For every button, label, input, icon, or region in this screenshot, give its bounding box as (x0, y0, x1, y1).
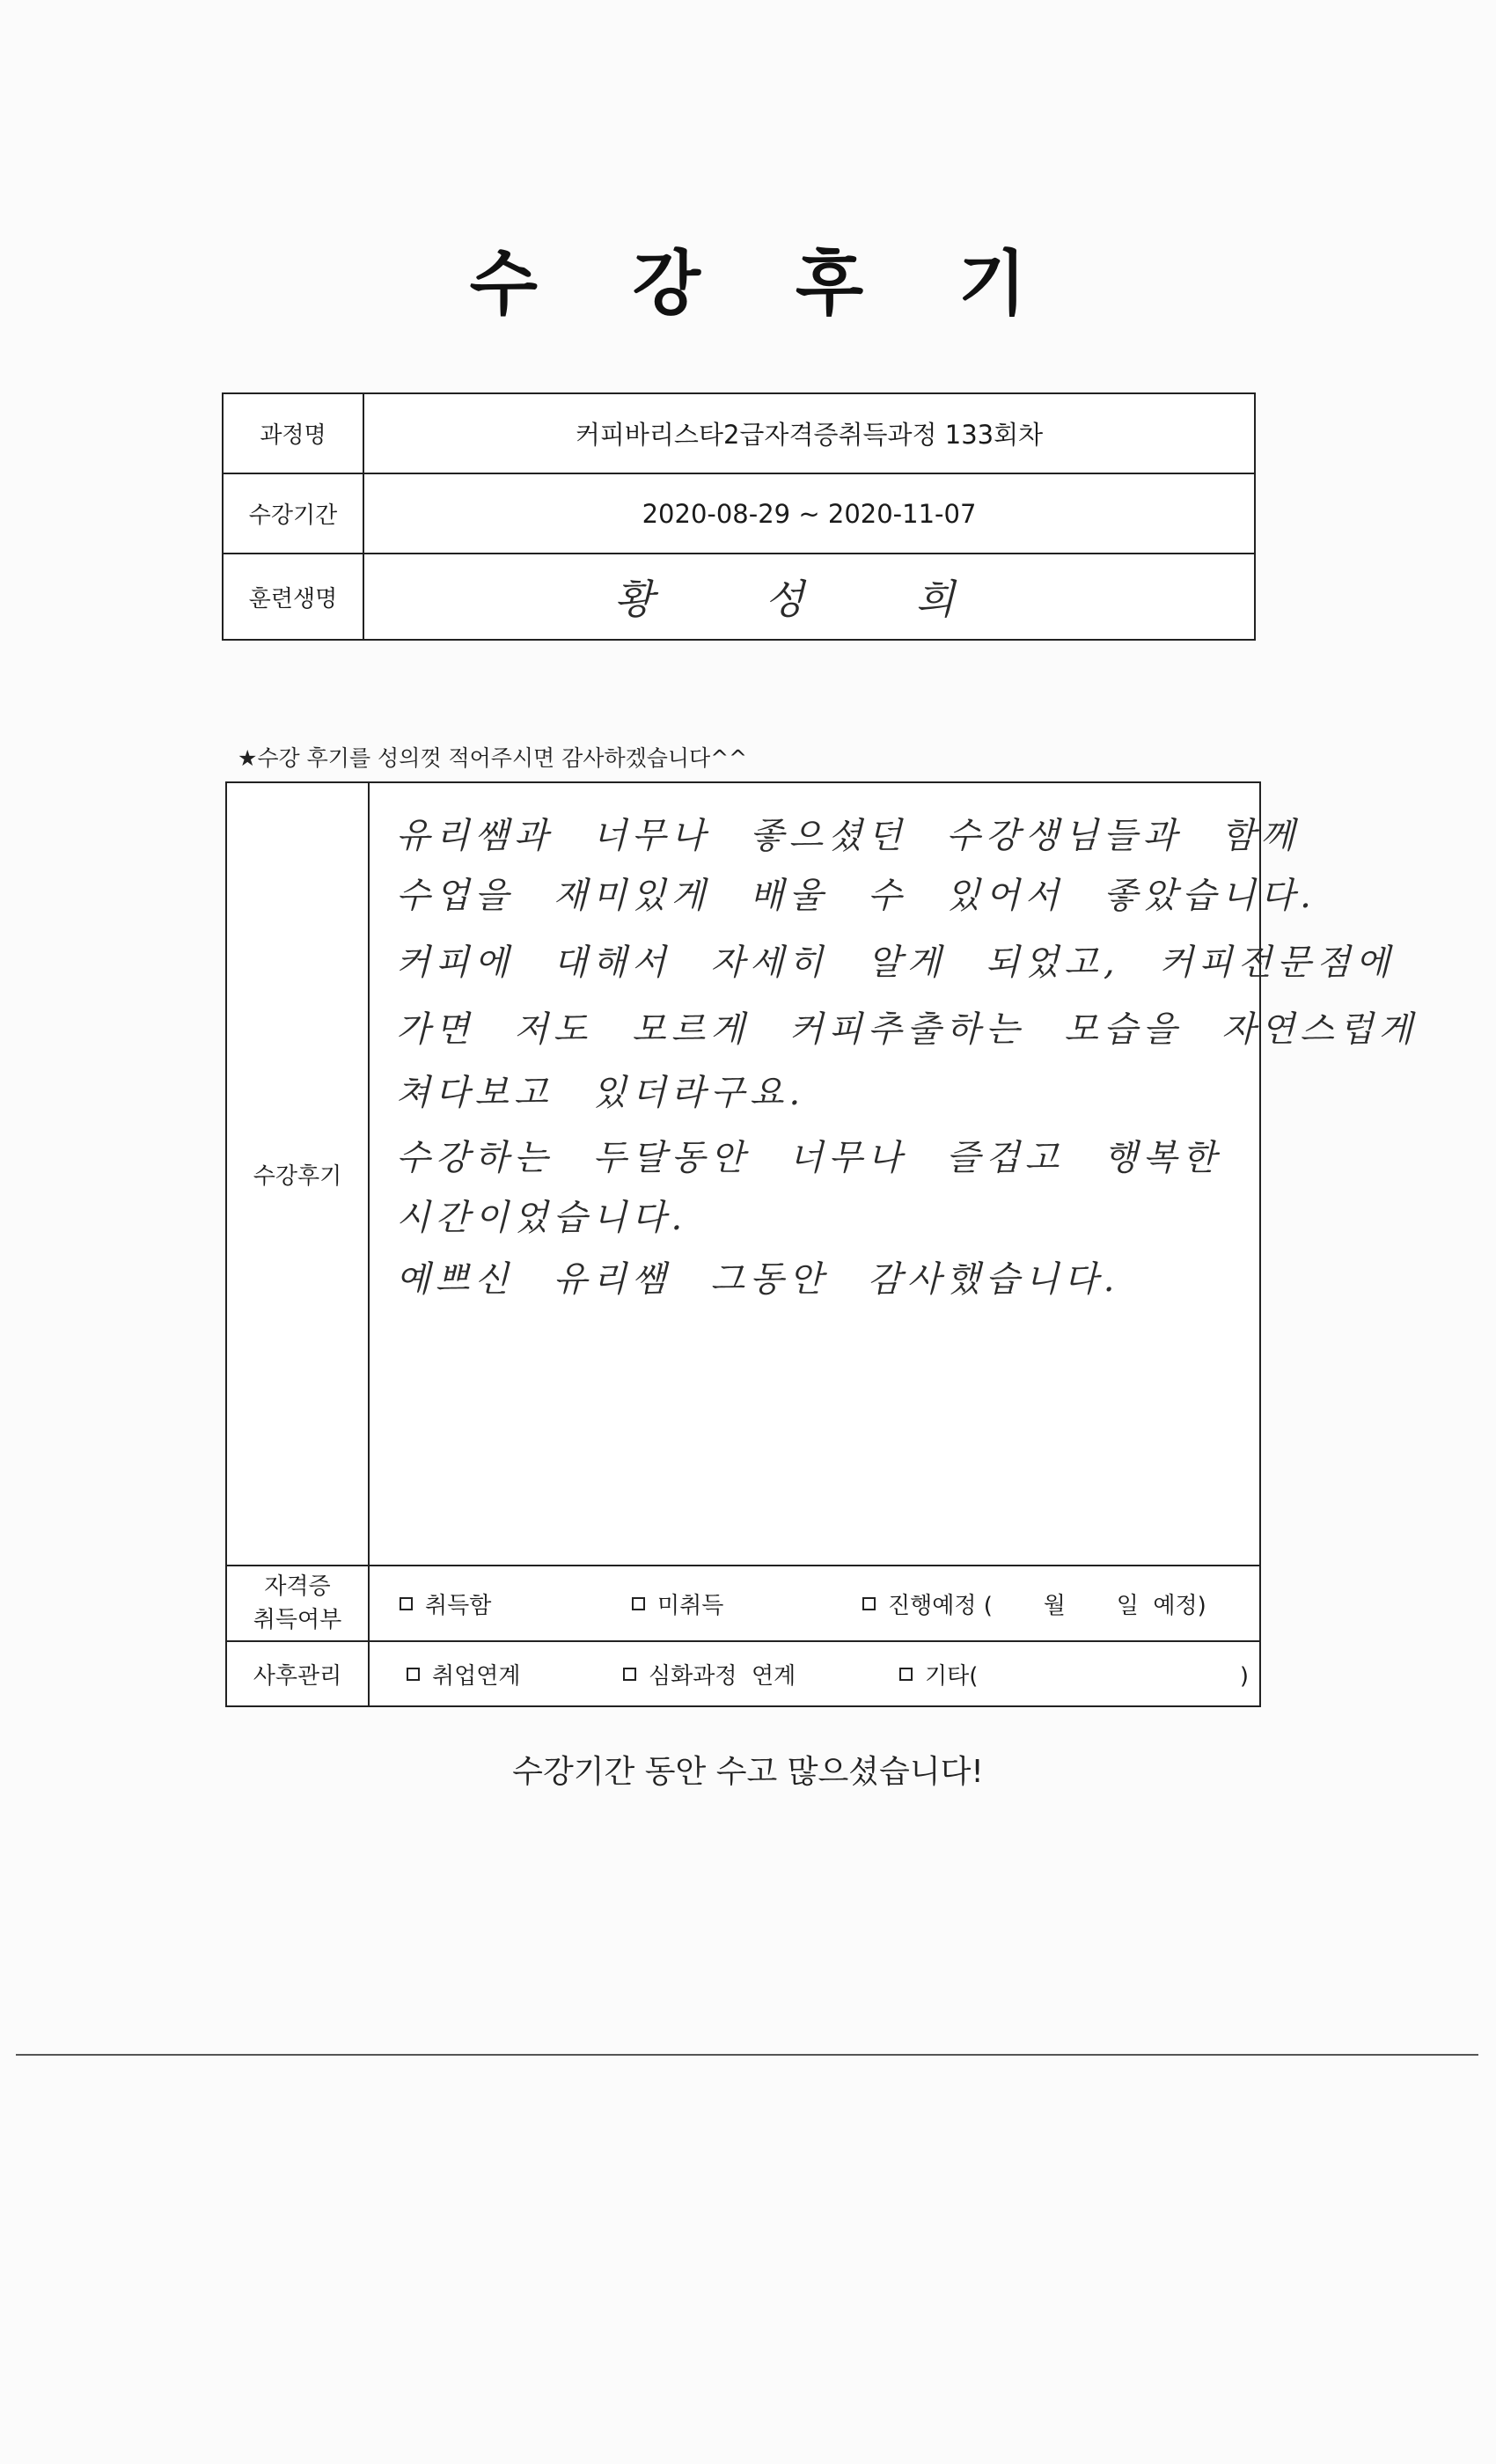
certificate-label (226, 1566, 369, 1641)
closing-message: 수강기간 동안 수고 많으셨습니다! (512, 1754, 984, 1790)
option-not-acquired-label: 미취득 (657, 1592, 724, 1619)
review-line: 예쁘신 유리쌤 그동안 감사했습니다. (396, 1259, 1120, 1300)
option-other[interactable] (899, 1658, 1249, 1690)
certificate-label-line1: 자격증 (264, 1573, 331, 1600)
checkbox-advanced[interactable] (623, 1668, 636, 1681)
certificate-label-line2: 취득여부 (253, 1607, 342, 1633)
review-line: 쳐다보고 있더라구요. (396, 1073, 806, 1113)
option-advanced-label: 심화과정 연계 (649, 1662, 796, 1690)
checkbox-job[interactable] (407, 1668, 420, 1681)
option-job-label: 취업연계 (432, 1662, 521, 1690)
notice-text: ★수강 후기를 성의껏 적어주시면 감사하겠습니다^^ (238, 745, 748, 771)
period-value: 2020-08-29 ~ 2020-11-07 (363, 473, 1255, 554)
aftercare-options (369, 1641, 1260, 1706)
period-row (223, 473, 1255, 554)
trainee-row (223, 554, 1255, 640)
review-line: 수강하는 두달동안 너무나 즐겁고 행복한 (396, 1138, 1221, 1178)
review-line: 수업을 재미있게 배울 수 있어서 좋았습니다. (396, 876, 1316, 916)
period-label: 수강기간 (223, 473, 363, 554)
aftercare-row (226, 1641, 1260, 1706)
option-acquired[interactable] (400, 1588, 632, 1620)
option-in-progress-label: 진행예정 ( 월 일 예정) (888, 1592, 1206, 1619)
trainee-name-cell (363, 554, 1255, 640)
review-line: 시간이었습니다. (396, 1198, 688, 1238)
option-in-progress[interactable] (862, 1588, 1206, 1620)
option-other-label: 기타( ) (925, 1662, 1250, 1690)
option-not-acquired[interactable] (632, 1588, 862, 1620)
bottom-divider (16, 2054, 1478, 2056)
review-body (369, 782, 1419, 1566)
certificate-row (226, 1566, 1260, 1641)
review-line: 가면 저도 모르게 커피추출하는 모습을 자연스럽게 (396, 1009, 1419, 1050)
checkbox-not-acquired[interactable] (632, 1597, 645, 1610)
option-job[interactable] (407, 1658, 623, 1690)
review-row (226, 782, 1260, 1566)
trainee-label: 훈련생명 (223, 554, 363, 640)
review-label: 수강후기 (226, 782, 369, 1566)
course-name-value: 커피바리스타2급자격증취득과정 133회차 (363, 393, 1255, 473)
course-name-label: 과정명 (223, 393, 363, 473)
aftercare-label: 사후관리 (226, 1641, 369, 1706)
checkbox-acquired[interactable] (400, 1597, 413, 1610)
trainee-name-handwritten: 황 성 희 (614, 576, 1004, 623)
review-table (225, 781, 1419, 1707)
review-line: 유리쌤과 너무나 좋으셨던 수강생님들과 함께 (396, 816, 1301, 856)
option-acquired-label: 취득함 (425, 1592, 492, 1619)
option-advanced[interactable] (623, 1658, 899, 1690)
course-row (223, 393, 1255, 473)
page-title: 수 강 후 기 (469, 243, 1062, 325)
checkbox-other[interactable] (899, 1668, 913, 1681)
course-info-table (222, 392, 1256, 641)
review-line: 커피에 대해서 자세히 알게 되었고, 커피전문점에 (396, 942, 1396, 983)
checkbox-in-progress[interactable] (862, 1597, 876, 1610)
certificate-options (369, 1566, 1260, 1641)
